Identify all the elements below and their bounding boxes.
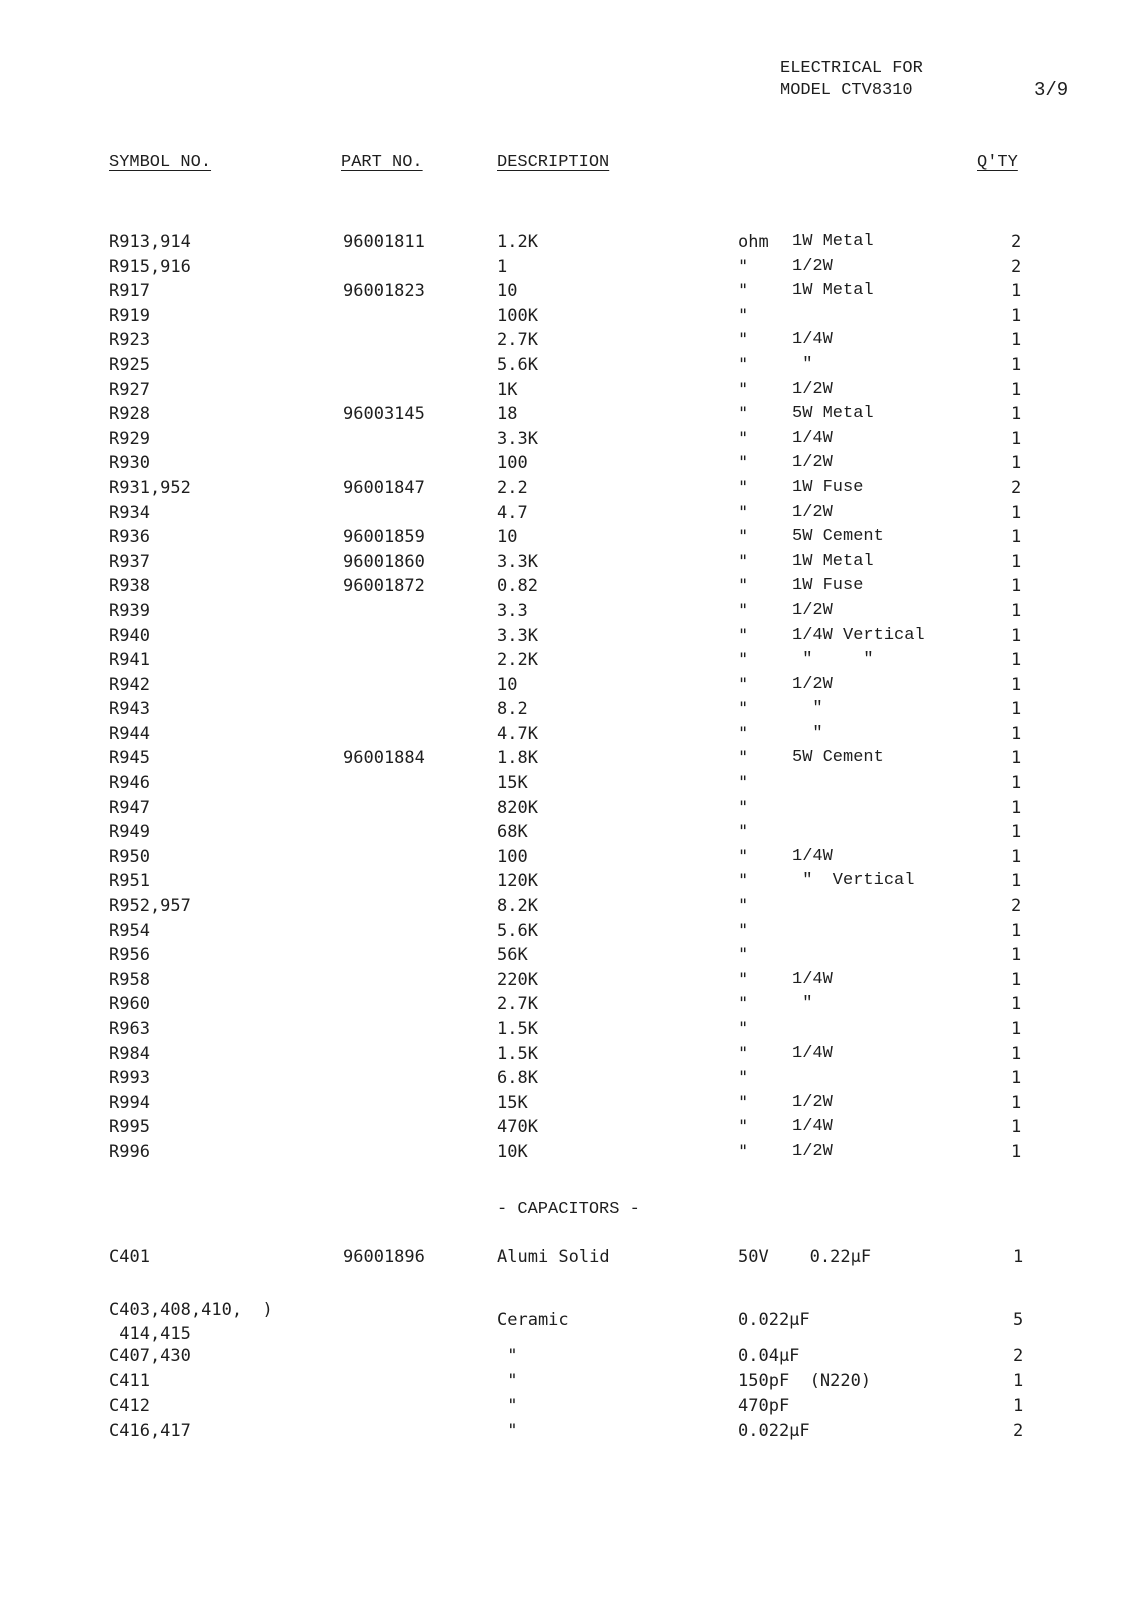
cap-cell-type: " xyxy=(497,1421,518,1441)
cap-cell-type: " xyxy=(497,1346,518,1366)
table-row xyxy=(0,304,1126,329)
cell-spec: 1/2W xyxy=(792,502,833,522)
cell-symbol: R940 xyxy=(109,625,150,646)
cell-unit: " xyxy=(738,797,749,818)
cell-spec: 1/4W xyxy=(792,846,833,866)
cell-value: 5.6K xyxy=(497,354,538,375)
cell-spec: 1W Fuse xyxy=(792,477,864,497)
cell-value: 2.2K xyxy=(497,650,538,671)
cell-unit: " xyxy=(738,625,749,646)
cell-value: 15K xyxy=(497,773,528,794)
cell-qty: 2 xyxy=(1011,896,1022,917)
cell-unit: " xyxy=(738,600,749,621)
cell-value: 820K xyxy=(497,797,538,818)
cell-value: 6.8K xyxy=(497,1068,538,1089)
cell-qty: 1 xyxy=(1011,453,1022,474)
cell-value: 2.2 xyxy=(497,477,528,498)
cell-qty: 1 xyxy=(1011,404,1022,425)
cell-unit: " xyxy=(738,969,749,990)
cell-unit: " xyxy=(738,527,749,548)
cap-cell-qty: 1 xyxy=(1013,1247,1024,1267)
cell-value: 1.2K xyxy=(497,232,538,252)
cell-qty: 1 xyxy=(1011,871,1022,892)
capacitors-heading: - CAPACITORS - xyxy=(497,1200,640,1219)
table-row xyxy=(0,501,1126,526)
cap-cell-symbol: C411 xyxy=(109,1371,150,1391)
table-row xyxy=(0,1066,1126,1091)
cell-unit: " xyxy=(738,305,749,326)
cell-qty: 1 xyxy=(1011,994,1022,1015)
cell-spec: 1/2W xyxy=(792,600,833,620)
cell-symbol: R963 xyxy=(109,1019,150,1039)
cell-qty: 1 xyxy=(1011,1043,1022,1064)
cell-qty: 1 xyxy=(1011,822,1022,843)
cell-qty: 1 xyxy=(1011,674,1022,695)
cell-spec: 1/4W Vertical xyxy=(792,625,925,645)
cell-spec: " xyxy=(792,994,813,1014)
cell-spec: 1/2W xyxy=(792,379,833,399)
cell-symbol: R913,914 xyxy=(109,232,191,252)
table-row xyxy=(0,820,1126,845)
cell-unit: " xyxy=(738,699,749,720)
cell-unit: " xyxy=(738,477,749,498)
cell-qty: 1 xyxy=(1011,576,1022,597)
cell-unit: " xyxy=(738,576,749,597)
table-row xyxy=(0,968,1126,993)
cell-spec: 1W Fuse xyxy=(792,576,864,596)
cell-part: 96003145 xyxy=(343,404,425,425)
table-row xyxy=(0,1115,1126,1140)
cap-cell-qty: 2 xyxy=(1013,1346,1024,1366)
cell-value: 10 xyxy=(497,674,518,695)
cell-unit: " xyxy=(738,281,749,302)
cell-qty: 1 xyxy=(1011,354,1022,375)
cell-symbol: R958 xyxy=(109,969,150,990)
cell-spec: 5W Cement xyxy=(792,527,884,547)
table-row xyxy=(0,427,1126,452)
cell-value: 1.5K xyxy=(497,1043,538,1064)
cell-value: 120K xyxy=(497,871,538,892)
cell-spec: " xyxy=(792,354,813,374)
cell-value: 1 xyxy=(497,256,508,277)
table-row xyxy=(0,722,1126,747)
title-line-1: ELECTRICAL FOR xyxy=(780,59,923,78)
cell-spec: 1/4W xyxy=(792,330,833,350)
cell-symbol: R929 xyxy=(109,428,150,449)
table-row xyxy=(0,648,1126,673)
cell-value: 1K xyxy=(497,379,518,400)
cap-cell-qty: 1 xyxy=(1013,1396,1024,1416)
cell-symbol: R952,957 xyxy=(109,896,191,917)
table-row xyxy=(0,697,1126,722)
cell-symbol: R923 xyxy=(109,330,150,351)
cell-unit: " xyxy=(738,896,749,917)
cell-qty: 1 xyxy=(1011,699,1022,720)
cell-value: 470K xyxy=(497,1117,538,1138)
column-header-symbol: SYMBOL NO. xyxy=(109,153,212,172)
table-row xyxy=(0,550,1126,575)
cell-spec: " xyxy=(792,723,823,743)
cell-value: 100 xyxy=(497,846,528,867)
cap-cell-symbol: C407,430 xyxy=(109,1346,191,1366)
column-header-part: PART NO. xyxy=(341,153,423,172)
table-row xyxy=(0,255,1126,280)
table-row xyxy=(0,1017,1126,1042)
resistor-list xyxy=(0,230,1126,1165)
cell-qty: 1 xyxy=(1011,797,1022,818)
cell-symbol: R927 xyxy=(109,379,150,400)
cell-part: 96001860 xyxy=(343,551,425,572)
cell-symbol: R960 xyxy=(109,994,150,1015)
table-row xyxy=(0,894,1126,919)
cell-unit: " xyxy=(738,822,749,843)
cell-qty: 1 xyxy=(1011,945,1022,966)
cap-cell-symbol: C401 xyxy=(109,1247,150,1267)
cap-cell-symbol: C412 xyxy=(109,1396,150,1416)
table-row xyxy=(0,476,1126,501)
cell-value: 8.2K xyxy=(497,896,538,917)
cell-spec: 1/2W xyxy=(792,1092,833,1112)
cell-symbol: R939 xyxy=(109,600,150,621)
cap-cell-spec: 0.022µF xyxy=(738,1421,810,1441)
table-row xyxy=(0,353,1126,378)
cell-qty: 1 xyxy=(1011,723,1022,744)
cell-qty: 1 xyxy=(1011,773,1022,794)
cell-symbol: R934 xyxy=(109,502,150,523)
table-row xyxy=(0,574,1126,599)
cell-unit: " xyxy=(738,502,749,523)
cell-unit: " xyxy=(738,330,749,351)
cell-symbol: R947 xyxy=(109,797,150,818)
cell-unit: " xyxy=(738,748,749,769)
cell-qty: 1 xyxy=(1011,650,1022,671)
cell-spec: 1/2W xyxy=(792,674,833,694)
cell-symbol: R951 xyxy=(109,871,150,892)
cell-symbol: R938 xyxy=(109,576,150,597)
cell-unit: " xyxy=(738,1068,749,1089)
cell-symbol: R993 xyxy=(109,1068,150,1089)
cell-qty: 1 xyxy=(1011,1092,1022,1113)
cell-symbol: R919 xyxy=(109,305,150,326)
cell-unit: " xyxy=(738,723,749,744)
cell-spec: 1/2W xyxy=(792,1141,833,1161)
table-row xyxy=(0,845,1126,870)
cell-unit: " xyxy=(738,428,749,449)
cell-value: 4.7 xyxy=(497,502,528,523)
cell-value: 3.3 xyxy=(497,600,528,621)
cell-unit: " xyxy=(738,453,749,474)
cell-spec: 1/4W xyxy=(792,969,833,989)
cell-unit: " xyxy=(738,354,749,375)
cell-spec: 1/2W xyxy=(792,256,833,276)
cell-qty: 1 xyxy=(1011,969,1022,990)
cell-unit: " xyxy=(738,945,749,966)
cell-value: 2.7K xyxy=(497,330,538,351)
cell-qty: 1 xyxy=(1011,502,1022,523)
cap-cell-type: Alumi Solid xyxy=(497,1247,610,1267)
cell-value: 3.3K xyxy=(497,551,538,572)
cap-cell-spec: 150pF (N220) xyxy=(738,1371,872,1391)
cell-symbol: R931,952 xyxy=(109,477,191,498)
cell-symbol: R950 xyxy=(109,846,150,867)
cell-unit: " xyxy=(738,674,749,695)
cell-spec: 1/2W xyxy=(792,453,833,473)
cap-cell-spec: 50V 0.22µF xyxy=(738,1247,872,1267)
table-row xyxy=(0,1140,1126,1165)
cell-qty: 1 xyxy=(1011,281,1022,302)
cell-symbol: R942 xyxy=(109,674,150,695)
cell-unit: " xyxy=(738,846,749,867)
cap-cell-qty: 5 xyxy=(1013,1310,1024,1330)
cell-spec: " " xyxy=(792,650,874,670)
document-title xyxy=(780,58,923,102)
cell-value: 18 xyxy=(497,404,518,425)
title-line-2: MODEL CTV8310 xyxy=(780,81,913,100)
cell-symbol: R949 xyxy=(109,822,150,843)
cell-value: 220K xyxy=(497,969,538,990)
cap-cell-type: " xyxy=(497,1371,518,1391)
cell-symbol: R944 xyxy=(109,723,150,744)
cell-part: 96001872 xyxy=(343,576,425,597)
cap-cell-spec: 0.022µF xyxy=(738,1310,810,1330)
cell-qty: 1 xyxy=(1011,748,1022,769)
cell-symbol: R917 xyxy=(109,281,150,302)
cell-symbol: R996 xyxy=(109,1141,150,1162)
cell-part: 96001847 xyxy=(343,477,425,498)
cap-cell-symbol2: 414,415 xyxy=(109,1324,191,1344)
cap-cell-symbol: C403,408,410, ) xyxy=(109,1300,273,1320)
table-row xyxy=(0,771,1126,796)
cell-unit: " xyxy=(738,920,749,941)
cell-symbol: R943 xyxy=(109,699,150,720)
cell-qty: 2 xyxy=(1011,232,1022,252)
cell-spec: " Vertical xyxy=(792,871,915,891)
cell-unit: " xyxy=(738,1043,749,1064)
table-row xyxy=(0,402,1126,427)
cell-symbol: R925 xyxy=(109,354,150,375)
cell-value: 10K xyxy=(497,1141,528,1162)
table-row xyxy=(0,378,1126,403)
cell-value: 10 xyxy=(497,281,518,302)
cell-value: 8.2 xyxy=(497,699,528,720)
cell-symbol: R930 xyxy=(109,453,150,474)
cell-unit: " xyxy=(738,871,749,892)
cap-cell-symbol: C416,417 xyxy=(109,1421,191,1441)
cell-spec: 1/4W xyxy=(792,1043,833,1063)
cell-symbol: R956 xyxy=(109,945,150,966)
table-row xyxy=(0,599,1126,624)
cell-unit: " xyxy=(738,773,749,794)
cell-qty: 2 xyxy=(1011,256,1022,277)
cell-qty: 1 xyxy=(1011,551,1022,572)
table-row xyxy=(0,451,1126,476)
cap-cell-qty: 1 xyxy=(1013,1371,1024,1391)
cell-qty: 1 xyxy=(1011,1117,1022,1138)
cell-part: 96001823 xyxy=(343,281,425,302)
cell-unit: " xyxy=(738,1092,749,1113)
cell-qty: 1 xyxy=(1011,330,1022,351)
cap-cell-spec: 470pF xyxy=(738,1396,790,1416)
cell-unit: " xyxy=(738,1117,749,1138)
cell-unit: " xyxy=(738,1141,749,1162)
cell-unit: " xyxy=(738,551,749,572)
cell-part: 96001884 xyxy=(343,748,425,769)
cell-symbol: R994 xyxy=(109,1092,150,1113)
cell-symbol: R928 xyxy=(109,404,150,425)
cell-qty: 1 xyxy=(1011,428,1022,449)
cell-spec: 5W Cement xyxy=(792,748,884,768)
cell-value: 100K xyxy=(497,305,538,326)
cell-qty: 1 xyxy=(1011,305,1022,326)
cell-qty: 1 xyxy=(1011,1019,1022,1039)
table-row xyxy=(0,1091,1126,1116)
cell-qty: 1 xyxy=(1011,527,1022,548)
cell-part: 96001811 xyxy=(343,232,425,252)
cell-spec: 1/4W xyxy=(792,1117,833,1137)
table-row xyxy=(0,279,1126,304)
table-row xyxy=(0,746,1126,771)
table-row xyxy=(0,230,1126,255)
cell-unit: " xyxy=(738,650,749,671)
cell-unit: " xyxy=(738,404,749,425)
cap-cell-spec: 0.04µF xyxy=(738,1346,800,1366)
cell-spec: " xyxy=(792,699,823,719)
table-row xyxy=(0,673,1126,698)
cell-spec: 1/4W xyxy=(792,428,833,448)
table-row xyxy=(0,624,1126,649)
cell-symbol: R945 xyxy=(109,748,150,769)
cell-qty: 1 xyxy=(1011,846,1022,867)
cap-cell-type: Ceramic xyxy=(497,1310,569,1330)
cap-cell-type: " xyxy=(497,1396,518,1416)
cell-symbol: R915,916 xyxy=(109,256,191,277)
cell-value: 5.6K xyxy=(497,920,538,941)
table-row xyxy=(0,328,1126,353)
cell-value: 1.8K xyxy=(497,748,538,769)
cell-spec: 1W Metal xyxy=(792,232,874,251)
cell-unit: " xyxy=(738,994,749,1015)
column-header-qty: Q'TY xyxy=(977,153,1018,172)
cell-value: 100 xyxy=(497,453,528,474)
column-header-description: DESCRIPTION xyxy=(497,153,610,172)
table-row xyxy=(0,943,1126,968)
cell-symbol: R946 xyxy=(109,773,150,794)
cell-qty: 1 xyxy=(1011,600,1022,621)
cell-value: 3.3K xyxy=(497,428,538,449)
cell-symbol: R984 xyxy=(109,1043,150,1064)
cell-symbol: R936 xyxy=(109,527,150,548)
cap-cell-part: 96001896 xyxy=(343,1247,425,1267)
table-row xyxy=(0,796,1126,821)
table-row xyxy=(0,525,1126,550)
cell-spec: 1W Metal xyxy=(792,281,874,301)
cell-value: 0.82 xyxy=(497,576,538,597)
cell-value: 2.7K xyxy=(497,994,538,1015)
cell-value: 1.5K xyxy=(497,1019,538,1039)
cell-qty: 1 xyxy=(1011,1141,1022,1162)
cell-qty: 2 xyxy=(1011,477,1022,498)
cap-cell-qty: 2 xyxy=(1013,1421,1024,1441)
cell-symbol: R954 xyxy=(109,920,150,941)
cell-spec: 5W Metal xyxy=(792,404,874,424)
cell-unit: ohm xyxy=(738,232,769,252)
cell-value: 10 xyxy=(497,527,518,548)
cell-unit: " xyxy=(738,1019,749,1039)
cell-unit: " xyxy=(738,379,749,400)
cell-part: 96001859 xyxy=(343,527,425,548)
cell-qty: 1 xyxy=(1011,920,1022,941)
cell-qty: 1 xyxy=(1011,1068,1022,1089)
cell-value: 68K xyxy=(497,822,528,843)
cell-value: 4.7K xyxy=(497,723,538,744)
cell-qty: 1 xyxy=(1011,379,1022,400)
cell-value: 15K xyxy=(497,1092,528,1113)
cell-value: 56K xyxy=(497,945,528,966)
page-number: 3/9 xyxy=(1034,79,1069,101)
cell-symbol: R937 xyxy=(109,551,150,572)
cell-value: 3.3K xyxy=(497,625,538,646)
cell-qty: 1 xyxy=(1011,625,1022,646)
table-row xyxy=(0,992,1126,1017)
table-row xyxy=(0,1042,1126,1067)
table-row xyxy=(0,919,1126,944)
cell-unit: " xyxy=(738,256,749,277)
cell-symbol: R995 xyxy=(109,1117,150,1138)
cell-spec: 1W Metal xyxy=(792,551,874,571)
cell-symbol: R941 xyxy=(109,650,150,671)
table-row xyxy=(0,869,1126,894)
